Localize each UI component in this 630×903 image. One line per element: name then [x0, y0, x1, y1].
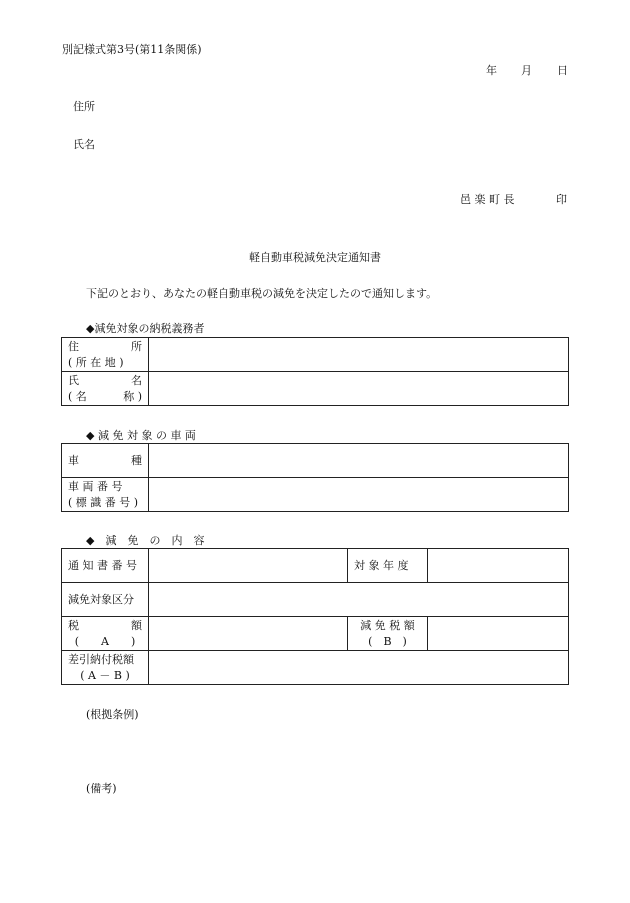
label-text: ( B ) [368, 634, 407, 648]
vehicle-type-value[interactable] [149, 444, 569, 478]
vehicle-number-label [62, 478, 149, 512]
notice-number-value[interactable] [149, 549, 348, 583]
label-text: ( 所 在 地 ) [68, 355, 124, 369]
table-row [62, 444, 569, 478]
label-text: ( 標 識 番 号 ) [68, 495, 139, 509]
label-text: 種 [131, 453, 142, 467]
section-taxpayer-heading: ◆減免対象の納税義務者 [86, 322, 205, 335]
label-text: 減 免 税 額 [360, 618, 415, 632]
label-text: 額 [131, 618, 142, 632]
date-day-label: 日 [557, 64, 568, 77]
balance-value[interactable] [149, 651, 569, 685]
label-text: 名 [131, 373, 142, 387]
table-row [62, 372, 569, 406]
date-year-label: 年 [486, 64, 497, 77]
date-month-label: 月 [521, 64, 532, 77]
label-text: 所 [131, 339, 142, 353]
category-value[interactable] [149, 583, 569, 617]
label-text: ( A ) [74, 634, 136, 648]
target-year-value[interactable] [428, 549, 569, 583]
section-content-heading: ◆ 減 免 の 内 容 [86, 534, 205, 547]
remarks-label: (備考) [86, 782, 117, 795]
form-number: 別記様式第3号(第11条関係) [62, 43, 202, 56]
label-text: ( 名 [68, 389, 87, 403]
issuer-title: 邑 楽 町 長 [460, 193, 515, 206]
section-vehicle-heading: ◆ 減 免 対 象 の 車 両 [86, 429, 196, 442]
content-table [61, 548, 569, 685]
label-text: 氏 [68, 373, 79, 387]
seal-mark: 印 [556, 193, 567, 206]
table-row [62, 338, 569, 372]
vehicle-number-value[interactable] [149, 478, 569, 512]
label-text: 差引納付税額 [68, 652, 134, 666]
name-cell-label [62, 372, 149, 406]
reduced-amount-label [348, 617, 428, 651]
name-value[interactable] [149, 372, 569, 406]
address-value[interactable] [149, 338, 569, 372]
basis-label: (根拠条例) [86, 708, 139, 721]
category-label: 減免対象区分 [62, 583, 149, 617]
vehicle-type-label [62, 444, 149, 478]
label-text: 税 [68, 618, 79, 632]
label-text: 車 [68, 453, 79, 467]
taxpayer-table [61, 337, 569, 406]
table-row [62, 583, 569, 617]
label-text: 住 [68, 339, 79, 353]
table-row [62, 478, 569, 512]
document-title: 軽自動車税減免決定通知書 [249, 251, 381, 264]
table-row [62, 651, 569, 685]
vehicle-table [61, 443, 569, 512]
tax-amount-label [62, 617, 149, 651]
table-row [62, 617, 569, 651]
tax-amount-value[interactable] [149, 617, 348, 651]
target-year-label: 対 象 年 度 [348, 549, 428, 583]
label-text: ( A － B ) [80, 668, 130, 682]
notice-number-label: 通 知 書 番 号 [62, 549, 149, 583]
intro-text: 下記のとおり、あなたの軽自動車税の減免を決定したので通知します。 [86, 287, 438, 300]
balance-label [62, 651, 149, 685]
table-row [62, 549, 569, 583]
name-label: 氏名 [73, 138, 95, 151]
label-text: 称 ) [123, 389, 142, 403]
address-cell-label [62, 338, 149, 372]
reduced-amount-value[interactable] [428, 617, 569, 651]
address-label: 住所 [73, 100, 95, 113]
label-text: 車 両 番 号 [68, 479, 123, 493]
